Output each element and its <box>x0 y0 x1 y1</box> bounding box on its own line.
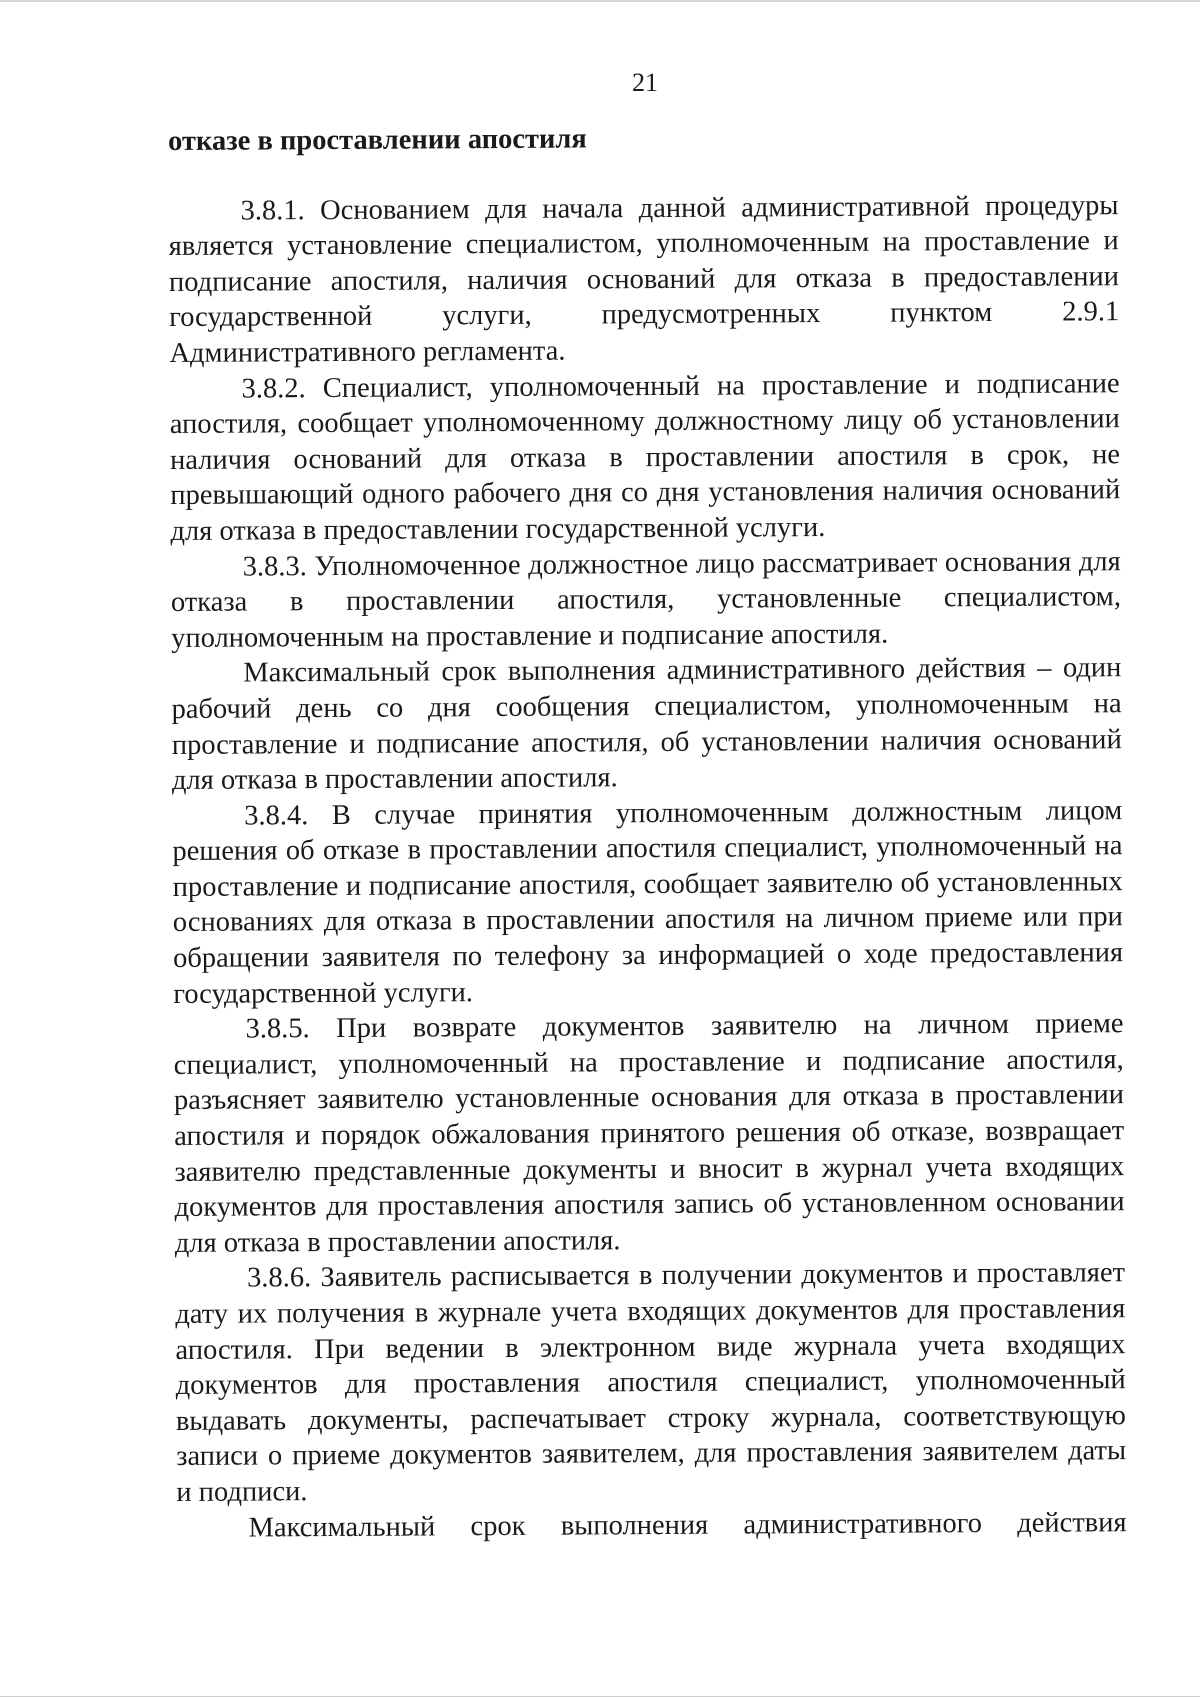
section-heading: отказе в проставлении апостиля <box>168 123 587 157</box>
page-number: 21 <box>632 68 658 97</box>
paragraph-3-8-6: 3.8.6. Заявитель расписывается в получении документов и проставляет дату их получения в журнале учета входящих документов для проставления апостиля. При ведении в электронном виде журнала учета входящих документов для проставления апостиля специалист, уполномоченный выдавать документы, распечатывает строку журнала, соответствующую записи о приеме документов заявителем, для проставления заявителем даты и подписи. <box>175 1257 1127 1508</box>
paragraph-3-8-3: 3.8.3. Уполномоченное должностное лицо рассматривает основания для отказа в проставлении апостиля, установленные специалистом, уполномоченным на проставление и подписание апостиля. <box>170 545 1122 654</box>
paragraph-3-8-2: 3.8.2. Специалист, уполномоченный на проставление и подписание апостиля, сообщает уполномоченному должностному лицу об установлении наличия оснований для отказа в проставлении апостиля в срок, не превышающий одного рабочего дня со дня установления наличия оснований для отказа в предоставлении государственной услуги. <box>169 367 1121 547</box>
paragraph-3-8-1: 3.8.1. Основанием для начала данной административной процедуры является установление специалистом, уполномоченным на проставление и подписание апостиля, наличия оснований для отказа в предоставлении государственной услуги, предусмотренных пунктом 2.9.1 Административного регламента. <box>168 189 1120 369</box>
paragraph-max-term-1: Максимальный срок выполнения административного действия – один рабочий день со дня сообщения специалистом, уполномоченным на проставление и подписание апостиля, об установлении наличия оснований для отказа в проставлении апостиля. <box>171 652 1122 797</box>
paragraph-3-8-4: 3.8.4. В случае принятия уполномоченным должностным лицом решения об отказе в проставлении апостиля специалист, уполномоченный на проставление и подписание апостиля, сообщает заявителю об установленных основаниях для отказа в проставлении апостиля на личном приеме или при обращении заявителя по телефону за информацией о ходе предоставления государственной услуги. <box>172 794 1124 1010</box>
paragraph-3-8-5: 3.8.5. При возврате документов заявителю на личном приеме специалист, уполномоченный на проставление и подписание апостиля, разъясняет заявителю установленные основания для отказа в проставлении апостиля и порядок обжалования принятого решения об отказе, возвращает заявителю представленные документы и вносит в журнал учета входящих документов для проставления апостиля запись об установленном основании для отказа в проставлении апостиля. <box>173 1008 1125 1259</box>
scan-edge-top <box>0 0 1200 2</box>
paragraph-max-term-2: Максимальный срок выполнения административного действия <box>248 1506 1127 1544</box>
document-body <box>168 118 1127 1546</box>
